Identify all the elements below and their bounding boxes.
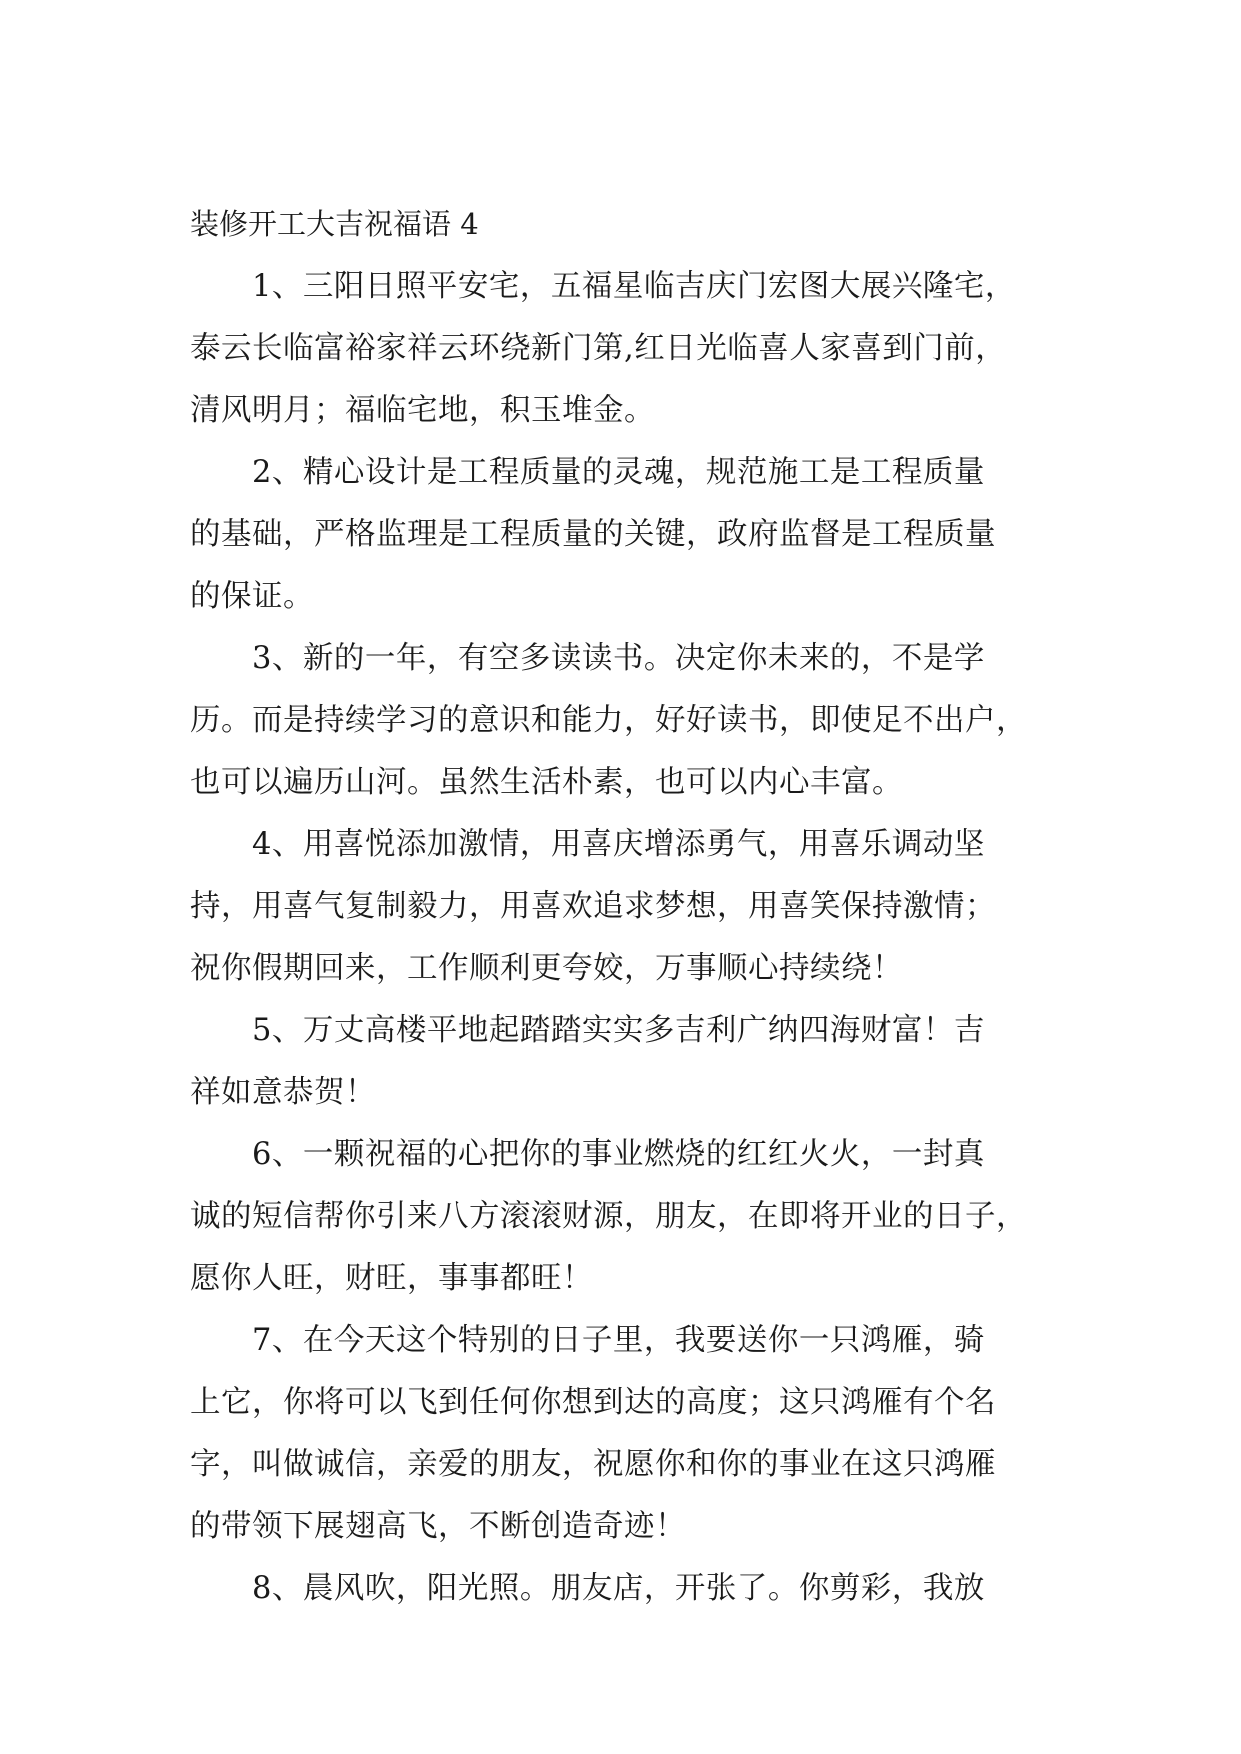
paragraph-line: 诚的短信帮你引来八方滚滚财源，朋友，在即将开业的日子，: [190, 1199, 1027, 1234]
paragraph-line: 持，用喜气复制毅力，用喜欢追求梦想，用喜笑保持激情；: [190, 889, 996, 924]
paragraph-8: [190, 1558, 1060, 1620]
paragraph-line: 愿你人旺，财旺，事事都旺！: [190, 1261, 593, 1296]
paragraph-2: [190, 442, 1060, 628]
paragraph-line: 8、晨风吹，阳光照。朋友店，开张了。你剪彩，我放: [252, 1571, 985, 1606]
paragraph-line: 字，叫做诚信，亲爱的朋友，祝愿你和你的事业在这只鸿雁: [190, 1447, 996, 1482]
paragraph-line: 7、在今天这个特别的日子里，我要送你一只鸿雁，骑: [252, 1323, 985, 1358]
paragraph-6: [190, 1124, 1060, 1310]
paragraph-line: 4、用喜悦添加激情，用喜庆增添勇气，用喜乐调动坚: [252, 827, 985, 862]
paragraph-line: 也可以遍历山河。虽然生活朴素，也可以内心丰富。: [190, 765, 903, 800]
paragraph-line: 的带领下展翅高飞，不断创造奇迹！: [190, 1509, 686, 1544]
document-page: [190, 198, 1060, 1620]
paragraph-line: 上它，你将可以飞到任何你想到达的高度；这只鸿雁有个名: [190, 1385, 996, 1420]
paragraph-line: 清风明月；福临宅地，积玉堆金。: [190, 393, 655, 428]
paragraph-line: 6、一颗祝福的心把你的事业燃烧的红红火火，一封真: [252, 1137, 985, 1172]
paragraph-line: 祥如意恭贺！: [190, 1075, 376, 1110]
paragraph-line: 1、三阳日照平安宅，五福星临吉庆门宏图大展兴隆宅，: [252, 269, 1016, 304]
paragraph-4: [190, 814, 1060, 1000]
paragraph-5: [190, 1000, 1060, 1124]
document-title: 装修开工大吉祝福语 4: [190, 207, 479, 241]
paragraph-line: 的基础，严格监理是工程质量的关键，政府监督是工程质量: [190, 517, 996, 552]
paragraph-line: 3、新的一年，有空多读读书。决定你未来的，不是学: [252, 641, 985, 676]
paragraph-line: 的保证。: [190, 579, 314, 614]
paragraph-line: 5、万丈高楼平地起踏踏实实多吉利广纳四海财富！吉: [252, 1013, 985, 1048]
paragraph-1: [190, 256, 1060, 442]
paragraph-line: 祝你假期回来，工作顺利更夸姣，万事顺心持续绕！: [190, 951, 903, 986]
paragraph-7: [190, 1310, 1060, 1558]
paragraph-line: 历。而是持续学习的意识和能力，好好读书，即使足不出户，: [190, 703, 1027, 738]
paragraph-3: [190, 628, 1060, 814]
paragraph-line: 泰云长临富裕家祥云环绕新门第,红日光临喜人家喜到门前，: [190, 331, 1007, 366]
paragraph-line: 2、精心设计是工程质量的灵魂，规范施工是工程质量: [252, 455, 985, 490]
